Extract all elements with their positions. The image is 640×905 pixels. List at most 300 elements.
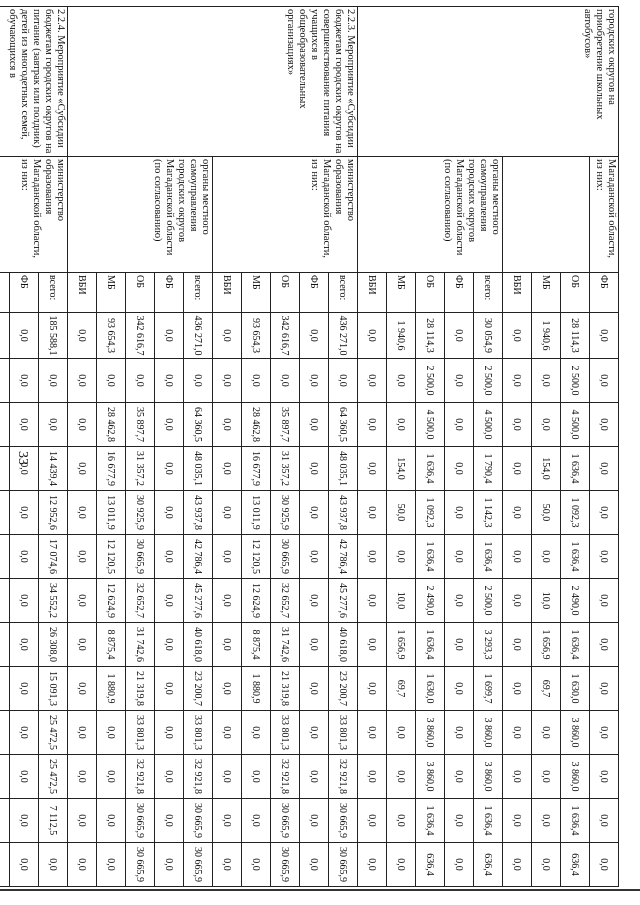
amount-cell: 0,0 — [242, 799, 271, 843]
amount-cell: 0,0 — [10, 403, 39, 447]
amount-cell: 1 636,4 — [561, 623, 590, 667]
amount-cell: 2 500,0 — [474, 359, 503, 403]
amount-cell: 2 500,0 — [474, 579, 503, 623]
amount-cell: 0,0 — [10, 799, 39, 843]
amount-cell: 3 860,0 — [416, 755, 445, 799]
executor-cell: органы местного самоуправления городских округов Магаданской области (по согласованию) — [68, 157, 213, 273]
amount-cell: 342 616,7 — [126, 313, 155, 359]
amount-cell: 0,0 — [10, 579, 39, 623]
funding-source-cell: всего: — [329, 273, 358, 313]
funding-source-cell: ВБИ — [358, 273, 387, 313]
amount-cell: 3 860,0 — [474, 711, 503, 755]
bottom-rule — [0, 889, 640, 891]
amount-cell — [0, 799, 10, 843]
table-row — [329, 7, 358, 887]
amount-cell: 0,0 — [387, 359, 416, 403]
amount-cell: 30 665,9 — [126, 843, 155, 887]
amount-cell: 1 656,9 — [387, 623, 416, 667]
amount-cell: 0,0 — [590, 579, 619, 623]
amount-cell: 0,0 — [213, 403, 242, 447]
amount-cell: 0,0 — [97, 755, 126, 799]
amount-cell: 16 677,9 — [242, 447, 271, 491]
amount-cell: 0,0 — [532, 711, 561, 755]
amount-cell: 0,0 — [271, 359, 300, 403]
amount-cell: 0,0 — [590, 535, 619, 579]
amount-cell: 93 654,3 — [242, 313, 271, 359]
amount-cell: 0,0 — [97, 843, 126, 887]
budget-table — [0, 6, 619, 887]
amount-cell: 0,0 — [68, 447, 97, 491]
amount-cell: 0,0 — [445, 667, 474, 711]
amount-cell: 30 665,9 — [329, 843, 358, 887]
amount-cell: 30 925,9 — [271, 491, 300, 535]
amount-cell: 0,0 — [155, 667, 184, 711]
amount-cell: 0,0 — [445, 755, 474, 799]
amount-cell: 1 630,0 — [561, 667, 590, 711]
funding-source-cell: ВБИ — [68, 273, 97, 313]
amount-cell: 21 319,8 — [126, 667, 155, 711]
amount-cell: 0,0 — [155, 843, 184, 887]
funding-source-cell: всего: — [474, 273, 503, 313]
amount-cell: 10,0 — [387, 579, 416, 623]
amount-cell: 28 462,8 — [97, 403, 126, 447]
amount-cell: 0,0 — [68, 755, 97, 799]
amount-cell: 0,0 — [503, 799, 532, 843]
amount-cell: 0,0 — [358, 843, 387, 887]
amount-cell: 69,7 — [532, 667, 561, 711]
amount-cell: 0,0 — [590, 313, 619, 359]
amount-cell: 0,0 — [155, 799, 184, 843]
amount-cell: 0,0 — [590, 799, 619, 843]
amount-cell: 0,0 — [358, 491, 387, 535]
amount-cell: 30 054,9 — [474, 313, 503, 359]
amount-cell: 16 677,9 — [97, 447, 126, 491]
table-row — [39, 7, 68, 887]
amount-cell: 0,0 — [155, 447, 184, 491]
amount-cell: 0,0 — [590, 843, 619, 887]
amount-cell: 0,0 — [445, 843, 474, 887]
amount-cell: 3 293,3 — [474, 623, 503, 667]
amount-cell: 0,0 — [300, 491, 329, 535]
amount-cell: 0,0 — [445, 359, 474, 403]
funding-source-cell: всего: — [39, 273, 68, 313]
amount-cell: 31 742,6 — [126, 623, 155, 667]
amount-cell: 0,0 — [39, 359, 68, 403]
funding-source-cell: МБ — [97, 273, 126, 313]
amount-cell: 0,0 — [10, 623, 39, 667]
amount-cell: 64 360,5 — [184, 403, 213, 447]
amount-cell: 31 357,2 — [271, 447, 300, 491]
amount-cell: 2 490,0 — [416, 579, 445, 623]
amount-cell: 34 552,2 — [39, 579, 68, 623]
amount-cell: 0,0 — [155, 535, 184, 579]
amount-cell: 1 636,4 — [561, 799, 590, 843]
amount-cell: 0,0 — [68, 491, 97, 535]
amount-cell: 1 940,6 — [532, 313, 561, 359]
amount-cell: 0,0 — [97, 799, 126, 843]
amount-cell: 636,4 — [561, 843, 590, 887]
amount-cell: 12 624,9 — [97, 579, 126, 623]
amount-cell: 12 120,5 — [242, 535, 271, 579]
amount-cell: 0,0 — [10, 843, 39, 887]
funding-source-cell: ОБ — [126, 273, 155, 313]
funding-source-cell: ФБ — [445, 273, 474, 313]
amount-cell: 1 636,4 — [561, 447, 590, 491]
amount-cell: 0,0 — [532, 843, 561, 887]
table-body — [0, 7, 619, 887]
amount-cell: 0,0 — [155, 491, 184, 535]
amount-cell: 0,0 — [503, 623, 532, 667]
amount-cell: 0,0 — [155, 403, 184, 447]
amount-cell: 30 665,9 — [184, 799, 213, 843]
amount-cell: 0,0 — [213, 579, 242, 623]
amount-cell: 0,0 — [213, 667, 242, 711]
amount-cell: 0,0 — [387, 799, 416, 843]
amount-cell: 0,0 — [242, 755, 271, 799]
measure-cell: 2.2.3. Мероприятие «Субсидии бюджетам городских округов на совершенствование питания учащихся в общеобразовательных организациях» — [68, 7, 358, 157]
amount-cell: 42 786,4 — [329, 535, 358, 579]
amount-cell: 0,0 — [358, 447, 387, 491]
amount-cell: 0,0 — [590, 403, 619, 447]
amount-cell: 33 801,3 — [126, 711, 155, 755]
amount-cell: 0,0 — [445, 491, 474, 535]
funding-source-cell: МБ — [387, 273, 416, 313]
amount-cell: 10,0 — [532, 579, 561, 623]
amount-cell: 0,0 — [155, 313, 184, 359]
amount-cell: 0,0 — [300, 313, 329, 359]
amount-cell: 8 875,4 — [242, 623, 271, 667]
amount-cell: 35 897,7 — [271, 403, 300, 447]
amount-cell — [0, 755, 10, 799]
amount-cell: 13 011,9 — [242, 491, 271, 535]
amount-cell: 0,0 — [358, 403, 387, 447]
amount-cell: 1 790,4 — [474, 447, 503, 491]
measure-cell: 2.2.4. Мероприятие «Субсидии бюджетам городских округов на питание (завтрак или полдник) детей из многодетных семей, обучающихся в — [0, 7, 68, 157]
amount-cell: 0,0 — [358, 711, 387, 755]
amount-cell: 30 665,9 — [184, 843, 213, 887]
executor-cell: органы местного самоуправления городских округов Магаданской области (по согласованию) — [358, 157, 503, 273]
amount-cell: 0,0 — [300, 447, 329, 491]
amount-cell: 0,0 — [68, 579, 97, 623]
amount-cell: 0,0 — [387, 711, 416, 755]
amount-cell: 1 636,4 — [474, 799, 503, 843]
amount-cell: 3 860,0 — [561, 755, 590, 799]
amount-cell: 32 921,8 — [184, 755, 213, 799]
amount-cell: 0,0 — [532, 755, 561, 799]
executor-cell — [503, 157, 590, 273]
amount-cell: 13 011,9 — [97, 491, 126, 535]
amount-cell: 0,0 — [68, 403, 97, 447]
amount-cell — [0, 623, 10, 667]
amount-cell — [0, 313, 10, 359]
amount-cell: 4 500,0 — [416, 403, 445, 447]
amount-cell: 45 277,6 — [184, 579, 213, 623]
amount-cell: 1 636,4 — [561, 535, 590, 579]
amount-cell: 40 618,0 — [184, 623, 213, 667]
amount-cell: 0,0 — [10, 755, 39, 799]
amount-cell: 0,0 — [213, 843, 242, 887]
amount-cell: 0,0 — [10, 491, 39, 535]
funding-source-cell: ОБ — [416, 273, 445, 313]
funding-source-cell: ВБИ — [213, 273, 242, 313]
amount-cell: 0,0 — [503, 313, 532, 359]
amount-cell: 342 616,7 — [271, 313, 300, 359]
page-number: 33 — [15, 451, 30, 465]
amount-cell: 1 636,4 — [416, 799, 445, 843]
amount-cell: 0,0 — [68, 359, 97, 403]
amount-cell: 0,0 — [155, 359, 184, 403]
amount-cell: 0,0 — [300, 843, 329, 887]
amount-cell: 0,0 — [10, 711, 39, 755]
amount-cell: 3 860,0 — [416, 711, 445, 755]
amount-cell: 0,0 — [503, 711, 532, 755]
amount-cell: 0,0 — [445, 403, 474, 447]
amount-cell: 0,0 — [213, 491, 242, 535]
amount-cell: 31 357,2 — [126, 447, 155, 491]
amount-cell: 0,0 — [155, 755, 184, 799]
amount-cell: 0,0 — [503, 843, 532, 887]
amount-cell: 1 880,9 — [97, 667, 126, 711]
amount-cell: 33 801,3 — [184, 711, 213, 755]
amount-cell: 0,0 — [213, 447, 242, 491]
amount-cell: 48 035,1 — [184, 447, 213, 491]
amount-cell: 0,0 — [155, 711, 184, 755]
amount-cell: 0,0 — [387, 843, 416, 887]
amount-cell: 154,0 — [387, 447, 416, 491]
amount-cell: 0,0 — [590, 755, 619, 799]
amount-cell: 28 462,8 — [242, 403, 271, 447]
amount-cell: 30 665,9 — [126, 535, 155, 579]
amount-cell: 0,0 — [242, 843, 271, 887]
funding-source-cell: ФБ — [590, 273, 619, 313]
amount-cell: 636,4 — [416, 843, 445, 887]
amount-cell: 0,0 — [358, 535, 387, 579]
amount-cell: 42 786,4 — [184, 535, 213, 579]
amount-cell: 0,0 — [503, 359, 532, 403]
amount-cell: 0,0 — [39, 403, 68, 447]
funding-source-cell: ВБИ — [503, 273, 532, 313]
amount-cell: 0,0 — [300, 623, 329, 667]
amount-cell: 0,0 — [68, 667, 97, 711]
amount-cell: 1 699,7 — [474, 667, 503, 711]
amount-cell: 12 120,5 — [97, 535, 126, 579]
amount-cell: 32 921,8 — [271, 755, 300, 799]
amount-cell: 0,0 — [242, 711, 271, 755]
amount-cell: 0,0 — [590, 491, 619, 535]
amount-cell: 0,0 — [358, 755, 387, 799]
amount-cell: 0,0 — [503, 535, 532, 579]
amount-cell: 0,0 — [155, 579, 184, 623]
amount-cell: 31 742,6 — [271, 623, 300, 667]
amount-cell: 0,0 — [329, 359, 358, 403]
amount-cell: 48 035,1 — [329, 447, 358, 491]
amount-cell: 15 091,3 — [39, 667, 68, 711]
amount-cell: 0,0 — [445, 313, 474, 359]
amount-cell: 436 271,0 — [184, 313, 213, 359]
amount-cell: 50,0 — [387, 491, 416, 535]
amount-cell: 0,0 — [387, 535, 416, 579]
amount-cell — [0, 667, 10, 711]
amount-cell: 7 112,5 — [39, 799, 68, 843]
amount-cell: 0,0 — [184, 359, 213, 403]
amount-cell: 0,0 — [387, 403, 416, 447]
amount-cell: 93 654,3 — [97, 313, 126, 359]
amount-cell: 3 860,0 — [561, 711, 590, 755]
measure-cell: городских округов на приобретение школьных автобусов» — [358, 7, 619, 157]
amount-cell: 69,7 — [387, 667, 416, 711]
amount-cell: 436 271,0 — [329, 313, 358, 359]
amount-cell: 0,0 — [97, 711, 126, 755]
amount-cell: 45 277,6 — [329, 579, 358, 623]
amount-cell: 1 880,9 — [242, 667, 271, 711]
amount-cell: 1 940,6 — [387, 313, 416, 359]
amount-cell: 12 624,9 — [242, 579, 271, 623]
amount-cell: 17 074,6 — [39, 535, 68, 579]
amount-cell: 0,0 — [213, 535, 242, 579]
amount-cell: 0,0 — [358, 623, 387, 667]
amount-cell: 0,0 — [445, 711, 474, 755]
amount-cell: 35 897,7 — [126, 403, 155, 447]
amount-cell: 43 937,8 — [329, 491, 358, 535]
amount-cell: 32 652,7 — [271, 579, 300, 623]
amount-cell: 40 618,0 — [329, 623, 358, 667]
table-row — [590, 7, 619, 887]
amount-cell: 1 636,4 — [474, 535, 503, 579]
amount-cell: 0,0 — [445, 579, 474, 623]
amount-cell: 0,0 — [213, 711, 242, 755]
amount-cell: 0,0 — [300, 799, 329, 843]
executor-cell: Магаданской области, из них: — [590, 157, 619, 273]
amount-cell: 0,0 — [590, 447, 619, 491]
amount-cell: 30 665,9 — [271, 535, 300, 579]
amount-cell: 0,0 — [387, 755, 416, 799]
amount-cell: 0,0 — [503, 579, 532, 623]
amount-cell: 23 200,7 — [184, 667, 213, 711]
amount-cell: 0,0 — [155, 623, 184, 667]
amount-cell: 0,0 — [126, 359, 155, 403]
amount-cell: 28 114,3 — [416, 313, 445, 359]
amount-cell: 0,0 — [590, 359, 619, 403]
amount-cell: 33 801,3 — [329, 711, 358, 755]
amount-cell: 0,0 — [213, 359, 242, 403]
amount-cell: 0,0 — [10, 447, 39, 491]
funding-source-cell: ФБ — [155, 273, 184, 313]
funding-source-cell: МБ — [242, 273, 271, 313]
amount-cell: 30 665,9 — [271, 799, 300, 843]
funding-source-cell: всего: — [184, 273, 213, 313]
amount-cell: 23 200,7 — [329, 667, 358, 711]
amount-cell: 0,0 — [445, 535, 474, 579]
amount-cell: 0,0 — [532, 799, 561, 843]
amount-cell: 0,0 — [358, 359, 387, 403]
amount-cell: 30 925,9 — [126, 491, 155, 535]
amount-cell: 0,0 — [532, 535, 561, 579]
amount-cell: 0,0 — [300, 403, 329, 447]
amount-cell: 0,0 — [68, 535, 97, 579]
amount-cell: 0,0 — [590, 667, 619, 711]
funding-source-cell: ОБ — [561, 273, 590, 313]
amount-cell — [0, 579, 10, 623]
amount-cell: 33 801,3 — [271, 711, 300, 755]
amount-cell: 0,0 — [300, 667, 329, 711]
amount-cell: 0,0 — [300, 535, 329, 579]
amount-cell: 0,0 — [68, 843, 97, 887]
amount-cell: 0,0 — [10, 667, 39, 711]
amount-cell: 21 319,8 — [271, 667, 300, 711]
amount-cell: 0,0 — [68, 623, 97, 667]
amount-cell: 32 921,8 — [126, 755, 155, 799]
amount-cell: 26 308,0 — [39, 623, 68, 667]
funding-source-cell: ФБ — [300, 273, 329, 313]
amount-cell — [0, 491, 10, 535]
amount-cell: 8 875,4 — [97, 623, 126, 667]
amount-cell: 154,0 — [532, 447, 561, 491]
amount-cell: 2 500,0 — [416, 359, 445, 403]
amount-cell: 1 636,4 — [416, 623, 445, 667]
amount-cell: 0,0 — [532, 403, 561, 447]
amount-cell: 0,0 — [97, 359, 126, 403]
amount-cell: 1 092,3 — [561, 491, 590, 535]
amount-cell — [0, 359, 10, 403]
amount-cell: 185 588,1 — [39, 313, 68, 359]
rotated-page — [7, 6, 619, 886]
amount-cell: 32 921,8 — [329, 755, 358, 799]
amount-cell: 1 656,9 — [532, 623, 561, 667]
amount-cell: 0,0 — [532, 359, 561, 403]
funding-source-cell: ОБ — [271, 273, 300, 313]
amount-cell: 0,0 — [358, 579, 387, 623]
amount-cell: 30 665,9 — [329, 799, 358, 843]
amount-cell: 0,0 — [445, 623, 474, 667]
amount-cell: 0,0 — [590, 711, 619, 755]
amount-cell — [0, 535, 10, 579]
amount-cell: 1 636,4 — [416, 447, 445, 491]
amount-cell: 0,0 — [10, 313, 39, 359]
amount-cell: 4 500,0 — [474, 403, 503, 447]
amount-cell: 0,0 — [590, 623, 619, 667]
amount-cell: 0,0 — [300, 755, 329, 799]
amount-cell: 0,0 — [300, 359, 329, 403]
amount-cell: 0,0 — [503, 447, 532, 491]
amount-cell: 32 652,7 — [126, 579, 155, 623]
amount-cell: 0,0 — [213, 623, 242, 667]
funding-source-cell: ФБ — [10, 273, 39, 313]
amount-cell: 1 092,3 — [416, 491, 445, 535]
amount-cell: 0,0 — [213, 313, 242, 359]
executor-cell: министерство образования Магаданской области, из них: — [213, 157, 358, 273]
amount-cell: 50,0 — [532, 491, 561, 535]
amount-cell: 1 630,0 — [416, 667, 445, 711]
amount-cell: 0,0 — [503, 755, 532, 799]
amount-cell: 14 439,4 — [39, 447, 68, 491]
amount-cell: 4 500,0 — [561, 403, 590, 447]
amount-cell: 0,0 — [358, 313, 387, 359]
amount-cell: 0,0 — [10, 359, 39, 403]
amount-cell: 0,0 — [300, 579, 329, 623]
amount-cell: 0,0 — [503, 667, 532, 711]
amount-cell: 2 500,0 — [561, 359, 590, 403]
amount-cell: 1 636,4 — [416, 535, 445, 579]
amount-cell: 0,0 — [358, 799, 387, 843]
amount-cell: 30 665,9 — [126, 799, 155, 843]
amount-cell — [0, 447, 10, 491]
amount-cell: 0,0 — [10, 535, 39, 579]
amount-cell: 0,0 — [68, 313, 97, 359]
amount-cell: 0,0 — [68, 799, 97, 843]
amount-cell: 3 860,0 — [474, 755, 503, 799]
amount-cell: 0,0 — [445, 447, 474, 491]
amount-cell: 0,0 — [68, 711, 97, 755]
